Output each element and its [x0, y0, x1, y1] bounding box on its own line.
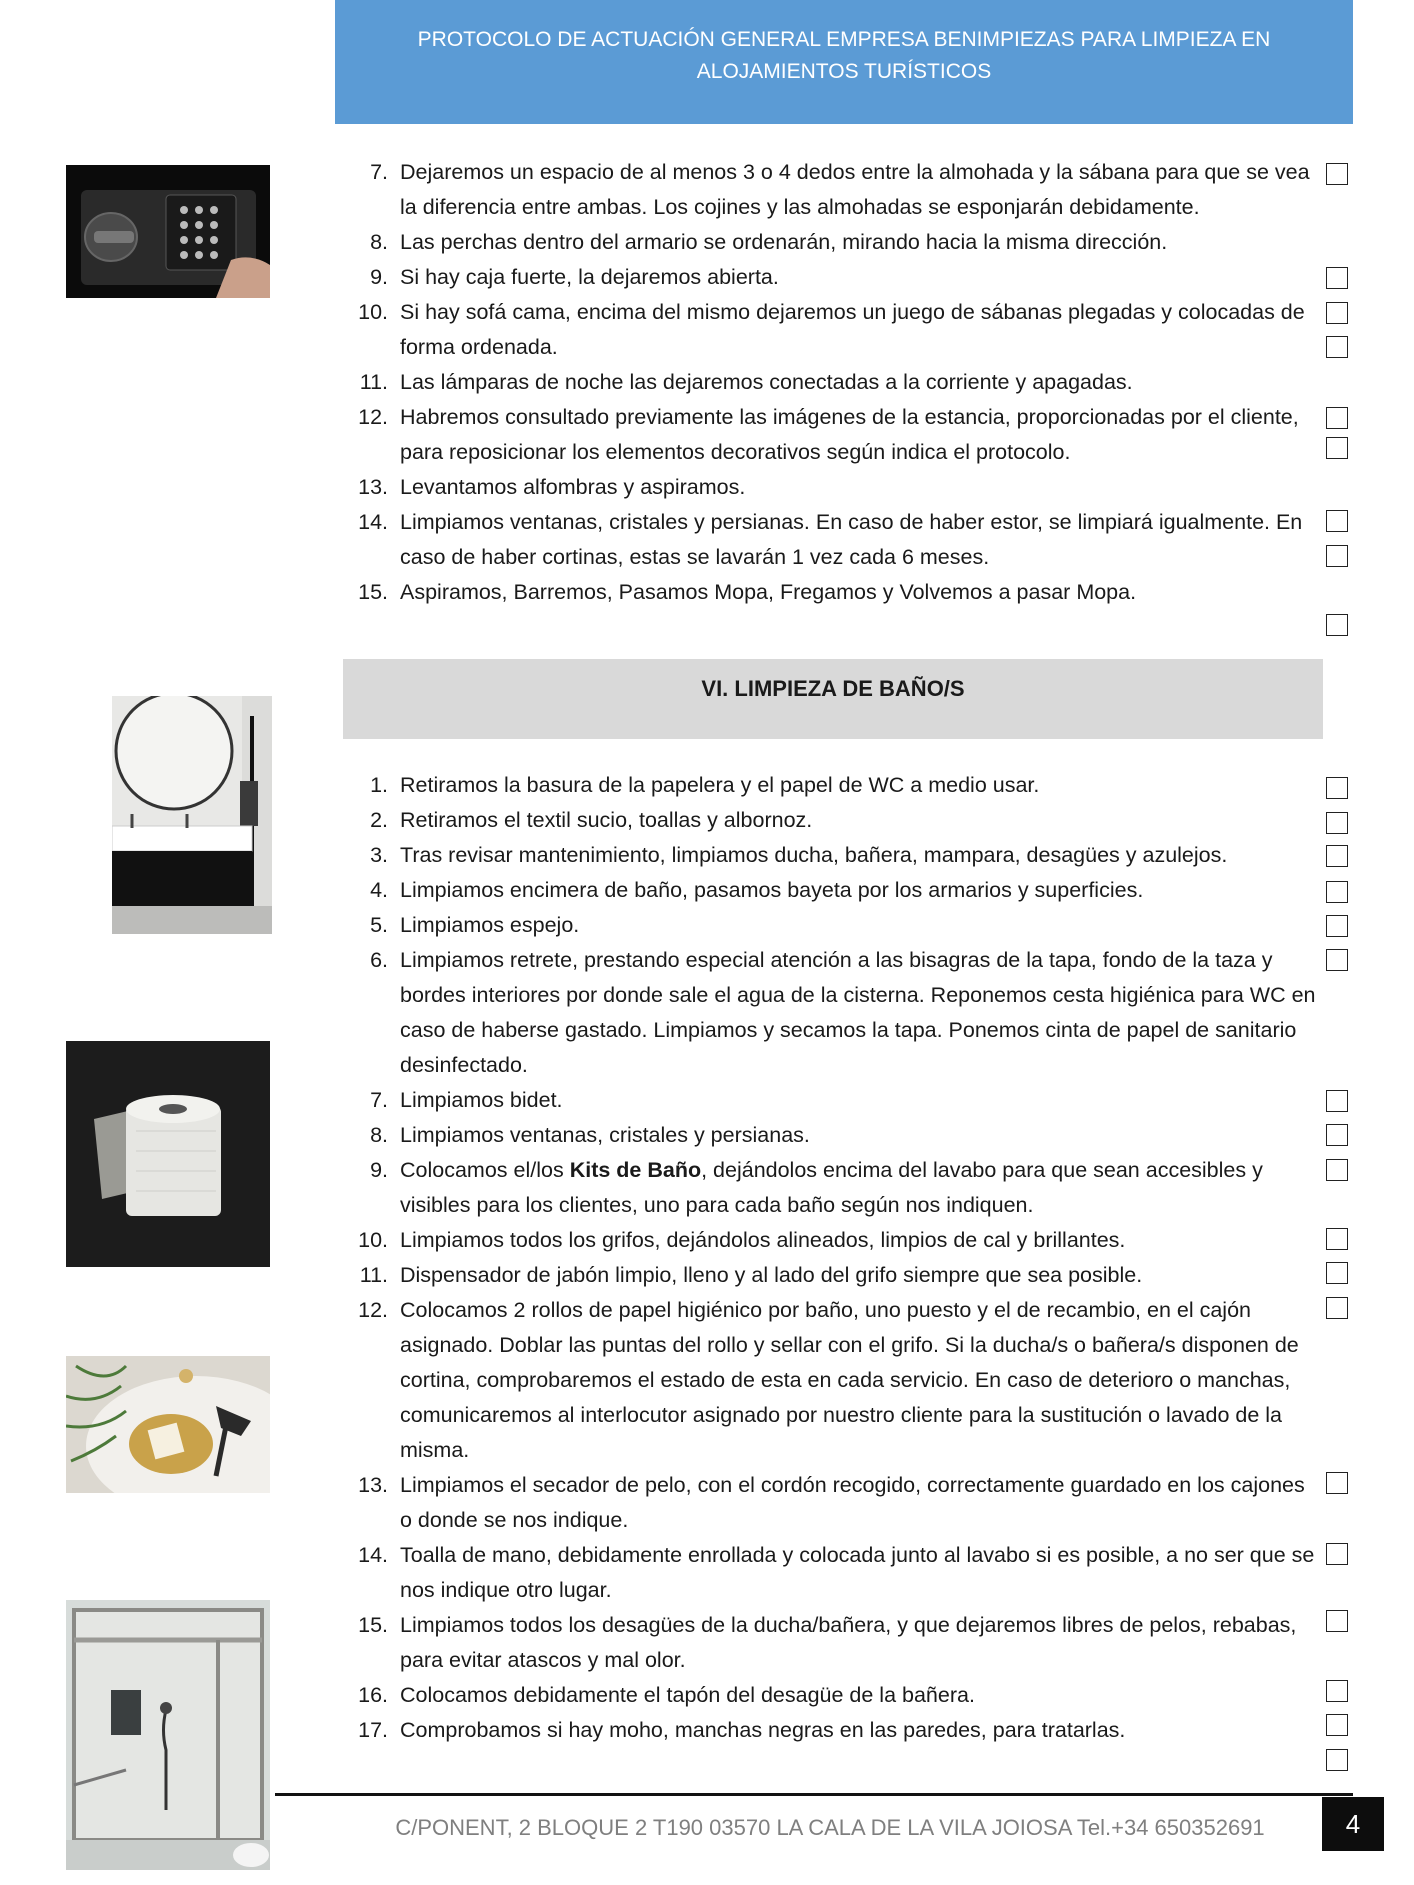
checkbox[interactable]: [1326, 1297, 1348, 1319]
checkbox[interactable]: [1326, 163, 1348, 185]
bathroom-amenities-photo: [66, 1356, 270, 1493]
list-item: 13. Limpiamos el secador de pelo, con el cordón recogido, correctamente guardado en los cajones o donde se nos indique.: [358, 1473, 1305, 1532]
checklist-bathroom: [340, 768, 1320, 1748]
checkbox[interactable]: [1326, 614, 1348, 636]
list-item: 15. Limpiamos todos los desagües de la ducha/bañera, y que dejaremos libres de pelos, rebabas, para evitar atascos y mal olor.: [358, 1613, 1297, 1672]
section-title: VI. LIMPIEZA DE BAÑO/S: [343, 659, 1323, 739]
checkbox[interactable]: [1326, 949, 1348, 971]
checkbox[interactable]: [1326, 812, 1348, 834]
list-item: 4. Limpiamos encimera de baño, pasamos bayeta por los armarios y superficies.: [370, 878, 1144, 902]
checkbox[interactable]: [1326, 302, 1348, 324]
list-item: 7. Limpiamos bidet.: [370, 1088, 563, 1112]
list-item: 11. Dispensador de jabón limpio, lleno y al lado del grifo siempre que sea posible.: [359, 1263, 1143, 1287]
list-item: 12. Habremos consultado previamente las imágenes de la estancia, proporcionadas por el cliente, para reposicionar los elementos decorativos según indica el protocolo.: [358, 405, 1299, 464]
checkbox[interactable]: [1326, 1228, 1348, 1250]
checkbox[interactable]: [1326, 1124, 1348, 1146]
checkbox[interactable]: [1326, 915, 1348, 937]
list-item: 8. Limpiamos ventanas, cristales y persianas.: [370, 1123, 810, 1147]
kits-de-bano-bold: Kits de Baño: [569, 1158, 702, 1182]
checkbox[interactable]: [1326, 407, 1348, 429]
list-item: 13. Levantamos alfombras y aspiramos.: [358, 475, 746, 499]
list-item: 9. Si hay caja fuerte, la dejaremos abierta.: [370, 265, 779, 289]
checkbox[interactable]: [1326, 1749, 1348, 1771]
list-item: 6. Limpiamos retrete, prestando especial atención a las bisagras de la tapa, fondo de la taza y bordes interiores por donde sale el agua de la cisterna. Reponemos cesta higiénica para WC en caso de haberse gastado. Limpiamos y secamos la tapa. Ponemos cinta de papel de sanitario desinfectado.: [370, 948, 1316, 1077]
checkbox[interactable]: [1326, 437, 1348, 459]
checkbox[interactable]: [1326, 267, 1348, 289]
checkbox[interactable]: [1326, 545, 1348, 567]
checkbox[interactable]: [1326, 1714, 1348, 1736]
checkbox[interactable]: [1326, 881, 1348, 903]
checkbox[interactable]: [1326, 1159, 1348, 1181]
list-item: 14. Toalla de mano, debidamente enrollada y colocada junto al lavabo si es posible, a no ser que se nos indique otro lugar.: [358, 1543, 1315, 1602]
checkbox[interactable]: [1326, 1610, 1348, 1632]
footer-rule: [275, 1793, 1353, 1796]
checkbox[interactable]: [1326, 777, 1348, 799]
list-item: 17. Comprobamos si hay moho, manchas negras en las paredes, para tratarlas.: [358, 1718, 1126, 1742]
header-title-line1: PROTOCOLO DE ACTUACIÓN GENERAL EMPRESA BENIMPIEZAS PARA LIMPIEZA EN: [417, 28, 1271, 51]
checkbox[interactable]: [1326, 1680, 1348, 1702]
list-item: 2. Retiramos el textil sucio, toallas y albornoz.: [370, 808, 813, 832]
checkbox[interactable]: [1326, 1543, 1348, 1565]
footer-address: C/PONENT, 2 BLOQUE 2 T190 03570 LA CALA DE LA VILA JOIOSA Tel.+34 650352691: [395, 1815, 1265, 1840]
page-number: 4: [1322, 1797, 1384, 1851]
list-item: 3. Tras revisar mantenimiento, limpiamos ducha, bañera, mampara, desagües y azulejos.: [370, 843, 1228, 867]
document-header: [335, 0, 1353, 124]
list-item: 5. Limpiamos espejo.: [370, 913, 580, 937]
safe-photo: [66, 165, 270, 298]
checkbox[interactable]: [1326, 1262, 1348, 1284]
list-item: 15. Aspiramos, Barremos, Pasamos Mopa, Fregamos y Volvemos a pasar Mopa.: [358, 580, 1137, 604]
list-item: 9. Colocamos el/los Kits de Baño, dejándolos encima del lavabo para que sean accesibles y visibles para los clientes, uno para cada baño según nos indiquen.: [370, 1158, 1263, 1217]
checkbox[interactable]: [1326, 845, 1348, 867]
list-item: 12. Colocamos 2 rollos de papel higiénico por baño, uno puesto y el de recambio, en el cajón asignado. Doblar las puntas del rollo y sellar con el grifo. Si la ducha/s o bañera/s disponen de cortina, comprobaremos el estado de esta en cada servicio. En caso de deterioro o manchas, comunicaremos al interlocutor asignado por nuestro cliente para la sustitución o lavado de la misma.: [358, 1298, 1299, 1462]
checkbox[interactable]: [1326, 1472, 1348, 1494]
list-item: 10. Si hay sofá cama, encima del mismo dejaremos un juego de sábanas plegadas y colocadas de forma ordenada.: [358, 300, 1305, 359]
list-item: 1. Retiramos la basura de la papelera y el papel de WC a medio usar.: [370, 773, 1040, 797]
list-item: 7. Dejaremos un espacio de al menos 3 o 4 dedos entre la almohada y la sábana para que se vea la diferencia entre ambas. Los cojines y las almohadas se esponjarán debidamente.: [370, 160, 1310, 219]
toilet-paper-photo: [66, 1041, 270, 1267]
list-item: 16. Colocamos debidamente el tapón del desagüe de la bañera.: [358, 1683, 975, 1707]
list-item: 10. Limpiamos todos los grifos, dejándolos alineados, limpios de cal y brillantes.: [358, 1228, 1126, 1252]
checkbox[interactable]: [1326, 336, 1348, 358]
shower-photo: [66, 1600, 270, 1870]
checklist-bedroom: [340, 155, 1320, 610]
bathroom-sink-photo: [112, 696, 272, 934]
checkbox[interactable]: [1326, 510, 1348, 532]
header-title-line2: ALOJAMIENTOS TURÍSTICOS: [696, 60, 992, 83]
list-item: 8. Las perchas dentro del armario se ordenarán, mirando hacia la misma dirección.: [370, 230, 1168, 254]
list-item: 11. Las lámparas de noche las dejaremos conectadas a la corriente y apagadas.: [359, 370, 1133, 394]
list-item: 14. Limpiamos ventanas, cristales y persianas. En caso de haber estor, se limpiará igualmente. En caso de haber cortinas, estas se lavarán 1 vez cada 6 meses.: [358, 510, 1303, 569]
checkbox[interactable]: [1326, 1090, 1348, 1112]
